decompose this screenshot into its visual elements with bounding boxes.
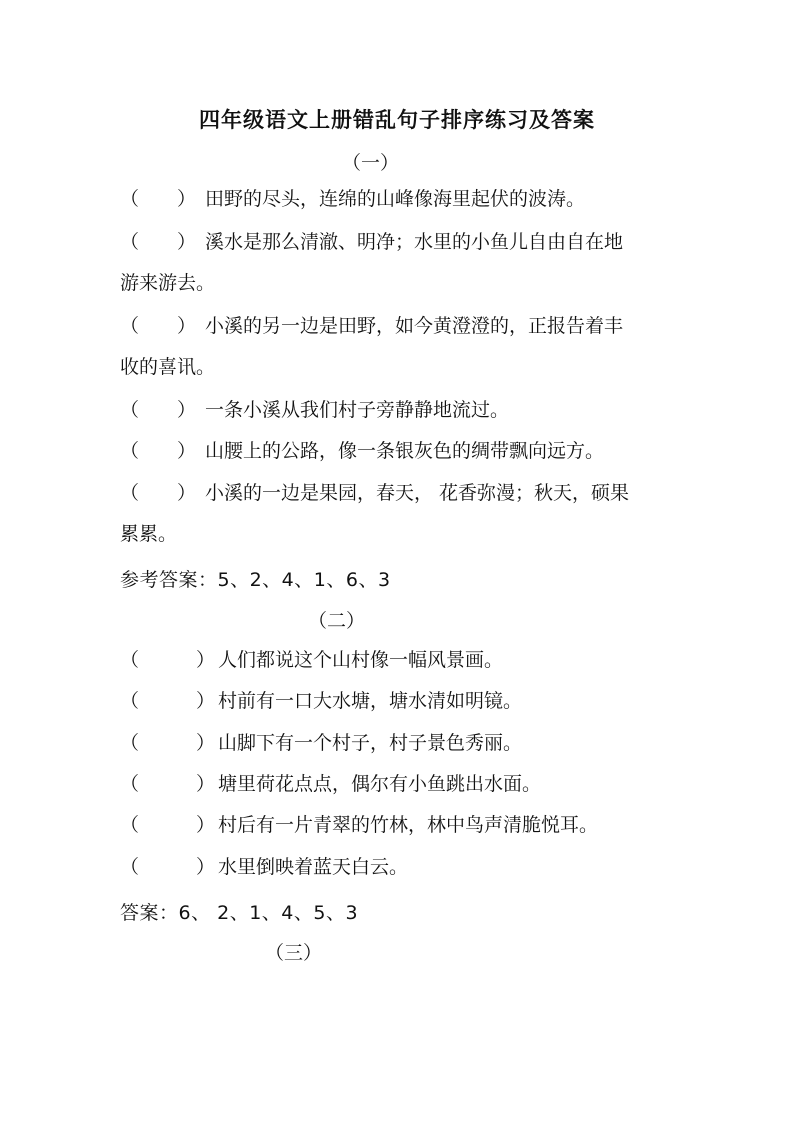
sentence-text: 人们都说这个山村像一幅风景画。 [218,649,504,671]
list-item [120,222,680,304]
list-item [120,681,680,722]
answer-blank[interactable]: （ ） [120,649,216,671]
list-item [120,473,680,555]
sentence-text: 一条小溪从我们村子旁静静地流过。 [205,399,510,421]
list-item [120,390,680,431]
sentence-text: 小溪的一边是果园，春天， 花香弥漫；秋天，硕果 [205,482,630,504]
list-item [120,306,680,388]
answer-blank[interactable]: （ ） [120,440,197,462]
sentence-continuation: 收的喜讯。 [120,356,216,378]
sentence-text: 村后有一片青翠的竹林，林中鸟声清脆悦耳。 [218,814,599,836]
list-item [120,431,680,472]
answer-blank[interactable]: （ ） [120,188,197,210]
sentence-text: 村前有一口大水塘，塘水清如明镜。 [218,690,523,712]
sentence-text: 塘里荷花点点，偶尔有小鱼跳出水面。 [218,773,542,795]
section-label-2: （二） [308,610,366,632]
answer-blank[interactable]: （ ） [120,732,216,754]
sentence-text: 山脚下有一个村子，村子景色秀丽。 [218,732,523,754]
answer-blank[interactable]: （ ） [120,482,197,504]
sentence-text: 小溪的另一边是田野，如今黄澄澄的，正报告着丰 [205,315,624,337]
list-item [120,847,680,888]
answer-key-1: 参考答案：5、2、4、1、6、3 [120,569,391,591]
answer-blank[interactable]: （ ） [120,773,216,795]
sentence-text: 水里倒映着蓝天白云。 [218,856,409,878]
section-label-3: （三） [265,942,323,964]
answer-blank[interactable]: （ ） [120,315,197,337]
answer-blank[interactable]: （ ） [120,231,197,253]
sentence-text: 田野的尽头，连绵的山峰像海里起伏的波涛。 [205,188,586,210]
list-item [120,805,680,846]
sentence-text: 溪水是那么清澈、明净；水里的小鱼儿自由自在地 [205,231,624,253]
answer-blank[interactable]: （ ） [120,399,197,421]
sentence-continuation: 游来游去。 [120,272,216,294]
answer-key-2: 答案：6、 2、1、4、5、3 [120,902,359,924]
sentence-continuation: 累累。 [120,523,178,545]
sentence-text: 山腰上的公路，像一条银灰色的绸带飘向远方。 [205,440,605,462]
list-item [120,764,680,805]
answer-blank[interactable]: （ ） [120,814,216,836]
page-title: 四年级语文上册错乱句子排序练习及答案 [199,107,595,132]
answer-blank[interactable]: （ ） [120,690,216,712]
list-item [120,179,680,220]
section-label-1: （一） [342,152,400,174]
list-item [120,723,680,764]
answer-blank[interactable]: （ ） [120,856,216,878]
list-item [120,640,680,681]
